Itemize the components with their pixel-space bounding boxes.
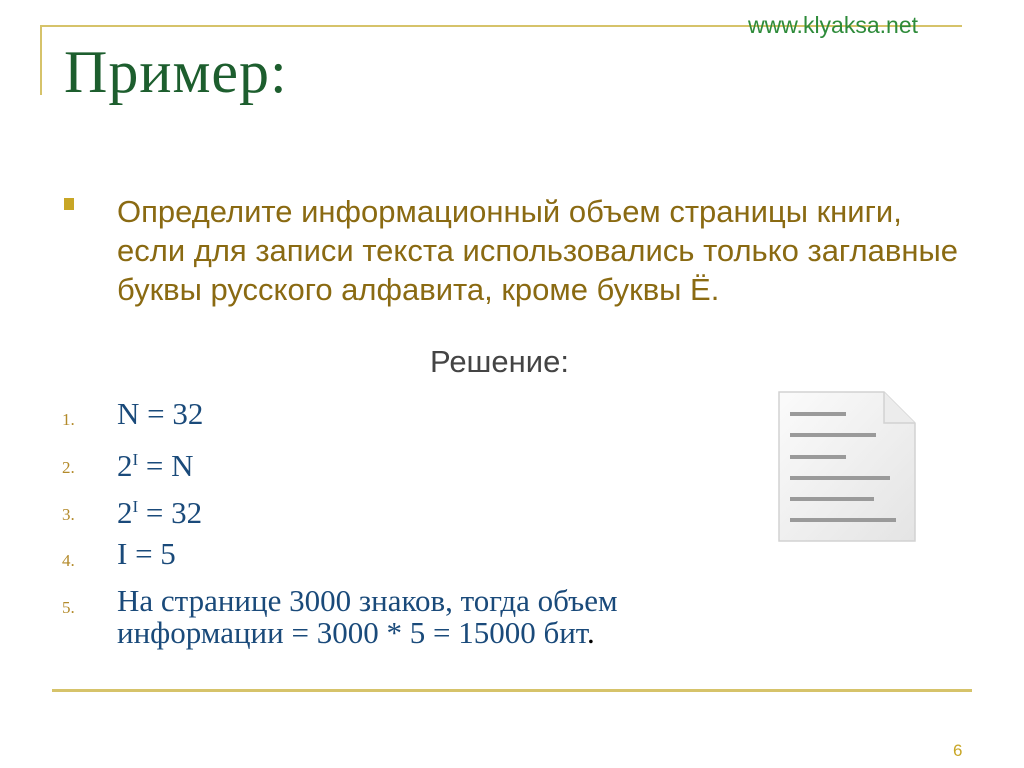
step-base: 2 bbox=[117, 448, 133, 483]
step-exponent: I bbox=[132, 497, 139, 516]
step-content: I = 5 bbox=[117, 536, 176, 571]
solution-heading: Решение: bbox=[430, 344, 569, 379]
step-line-1: На странице 3000 знаков, тогда объем bbox=[117, 583, 618, 618]
step-period: . bbox=[587, 615, 595, 650]
step-text bbox=[117, 491, 202, 529]
step-base: 2 bbox=[117, 495, 133, 530]
left-frame-line bbox=[40, 25, 42, 95]
slide-title: Пример: bbox=[64, 39, 288, 105]
square-bullet-icon bbox=[64, 198, 74, 210]
step-number: 4. bbox=[62, 551, 75, 570]
step-content: N = 32 bbox=[117, 396, 204, 431]
step-line-2: информации = 3000 * 5 = 15000 бит bbox=[117, 615, 588, 650]
step-text bbox=[117, 538, 176, 570]
step-rest: = 32 bbox=[138, 495, 203, 530]
problem-statement: Определите информационный объем страницы книги, если для записи текста использовались только заглавные буквы русского алфавита, кроме буквы Ё. bbox=[117, 194, 958, 307]
step-text bbox=[117, 585, 618, 617]
step-rest: = N bbox=[138, 448, 194, 483]
bottom-divider-line bbox=[52, 689, 972, 692]
step-number: 1. bbox=[62, 410, 75, 429]
step-number: 2. bbox=[62, 458, 75, 477]
slide-number: 6 bbox=[953, 741, 963, 760]
document-icon bbox=[776, 389, 918, 550]
site-url: www.klyaksa.net bbox=[748, 12, 919, 38]
step-text bbox=[117, 444, 194, 482]
step-exponent: I bbox=[132, 450, 139, 469]
step-text bbox=[117, 617, 595, 649]
step-number: 3. bbox=[62, 505, 75, 524]
step-text bbox=[117, 398, 203, 430]
step-number: 5. bbox=[62, 598, 75, 617]
